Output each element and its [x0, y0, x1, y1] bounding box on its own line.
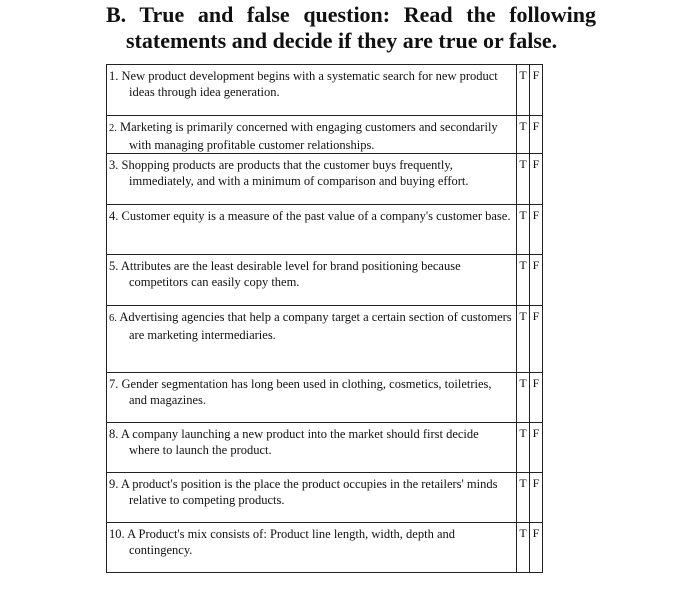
true-option[interactable]: T [517, 65, 530, 116]
table-row [107, 523, 543, 573]
question-text: Advertising agencies that help a company target a certain section of customers are marketing intermediaries. [119, 310, 512, 342]
false-option[interactable]: F [530, 423, 543, 473]
question-cell [107, 306, 517, 373]
question-cell [107, 154, 517, 205]
false-option[interactable]: F [530, 306, 543, 373]
false-option[interactable]: F [530, 116, 543, 154]
question-number: 7. [109, 377, 119, 391]
table-row [107, 423, 543, 473]
table-row [107, 205, 543, 255]
question-text: Marketing is primarily concerned with engaging customers and secondarily with managing profitable customer relationships. [120, 120, 498, 152]
question-cell [107, 65, 517, 116]
question-number: 3. [109, 158, 119, 172]
table-row [107, 116, 543, 154]
question-cell [107, 255, 517, 306]
true-option[interactable]: T [517, 116, 530, 154]
heading-line-2: statements and decide if they are true or false. [126, 28, 558, 53]
question-cell [107, 523, 517, 573]
question-number: 4. [109, 209, 119, 223]
section-heading [106, 2, 596, 54]
question-number: 9. [109, 477, 119, 491]
false-option[interactable]: F [530, 255, 543, 306]
question-cell [107, 116, 517, 154]
true-option[interactable]: T [517, 523, 530, 573]
false-option[interactable]: F [530, 154, 543, 205]
question-text: Attributes are the least desirable level for brand positioning because competitors can easily copy them. [120, 259, 461, 289]
table-row [107, 154, 543, 205]
false-option[interactable]: F [530, 373, 543, 423]
false-option[interactable]: F [530, 523, 543, 573]
true-option[interactable]: T [517, 423, 530, 473]
question-cell [107, 473, 517, 523]
true-option[interactable]: T [517, 306, 530, 373]
question-text: Customer equity is a measure of the past value of a company's customer base. [121, 209, 511, 223]
question-number: 10. [109, 527, 125, 541]
true-option[interactable]: T [517, 473, 530, 523]
question-text: A company launching a new product into the market should first decide where to launch the product. [120, 427, 479, 457]
table-row [107, 373, 543, 423]
question-text: A product's position is the place the product occupies in the retailers' minds relative to competing products. [120, 477, 498, 507]
question-cell [107, 205, 517, 255]
question-number: 5. [109, 259, 119, 273]
question-text: New product development begins with a systematic search for new product ideas through idea generation. [121, 69, 498, 99]
question-number: 6. [109, 313, 117, 324]
question-cell [107, 423, 517, 473]
true-option[interactable]: T [517, 373, 530, 423]
question-text: Gender segmentation has long been used in clothing, cosmetics, toiletries, and magazines. [121, 377, 492, 407]
false-option[interactable]: F [530, 205, 543, 255]
true-option[interactable]: T [517, 154, 530, 205]
true-option[interactable]: T [517, 205, 530, 255]
table-row [107, 65, 543, 116]
question-text: Shopping products are products that the customer buys frequently, immediately, and with a minimum of comparison and buying effort. [121, 158, 469, 188]
table-row [107, 473, 543, 523]
table-row [107, 306, 543, 373]
table-row [107, 255, 543, 306]
true-option[interactable]: T [517, 255, 530, 306]
false-option[interactable]: F [530, 473, 543, 523]
question-number: 1. [109, 69, 119, 83]
false-option[interactable]: F [530, 65, 543, 116]
heading-line-1: B. True and false question: Read the following [106, 2, 596, 27]
true-false-table [106, 64, 543, 573]
question-number: 8. [109, 427, 119, 441]
question-cell [107, 373, 517, 423]
question-text: A Product's mix consists of: Product line length, width, depth and contingency. [127, 527, 455, 557]
question-number: 2. [109, 123, 117, 134]
